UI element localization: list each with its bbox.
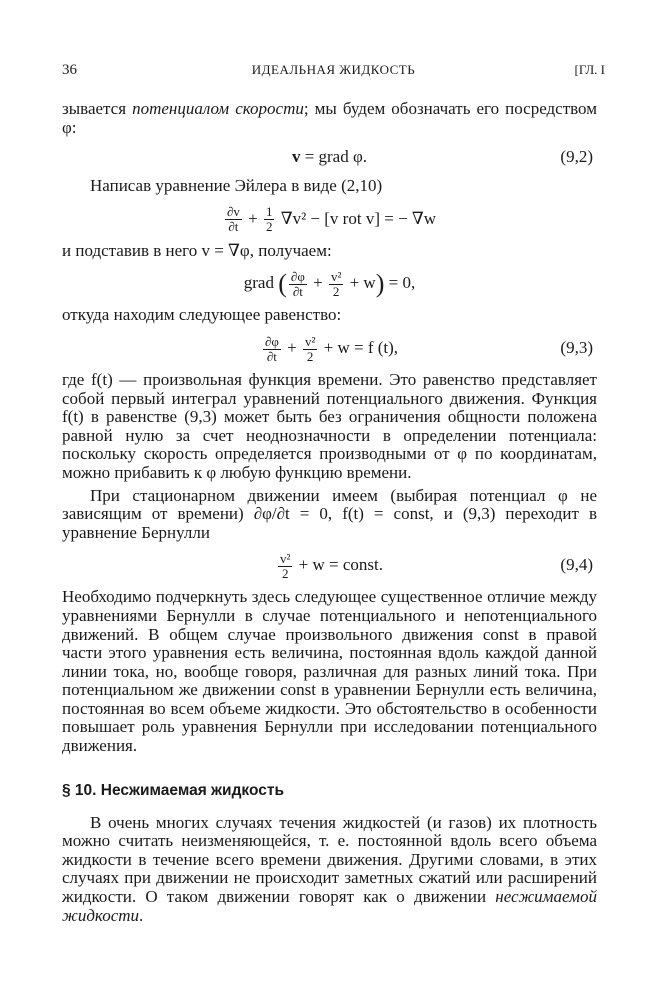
equation-number: (9,3) bbox=[560, 337, 593, 357]
page-body bbox=[62, 100, 597, 925]
running-title: ИДЕАЛЬНАЯ ЖИДКОСТЬ bbox=[251, 62, 416, 77]
paragraph: где f(t) — произвольная функция времени. Это равенство представляет собой первый интеграл уравнений потенциального движения. Функция f(t) в равенстве (9,3) может быть без ограничения общности положена равной нулю за счет неоднозначности в определении потенциала: поскольку скорость определяется производными от φ по координатам, можно прибавить к φ любую функцию времени. bbox=[62, 369, 597, 482]
equation-9-3: $\frac{\partial\varphi}{\partial t}$ + $\frac{\text{v²}}{2}$ + w = f (t), (9,3) bbox=[62, 325, 597, 371]
equation-9-2: v = grad φ. (9,2) bbox=[62, 137, 597, 177]
term-velocity-potential: потенциалом скорости bbox=[132, 99, 304, 118]
paragraph: зывается потенциалом скорости; мы будем обозначать его посредством φ: bbox=[62, 99, 597, 137]
paragraph: и подставив в него v = ∇φ, получаем: bbox=[62, 240, 332, 260]
page-header bbox=[62, 62, 605, 86]
paragraph: При стационарном движении имеем (выбирая потенциал φ не зависящим от времени) ∂φ/∂t = 0, f(t) = const, и (9,3) переходит в уравнение Бернулли bbox=[62, 485, 597, 542]
equation-9-4: $\frac{\text{v²}}{2}$ + w = const. (9,4) bbox=[62, 542, 597, 588]
term-incompressible-fluid: несжимаемой жидкости bbox=[62, 887, 597, 925]
paragraph: откуда находим следующее равенство: bbox=[62, 305, 342, 325]
equation-number: (9,4) bbox=[560, 555, 593, 575]
paragraph: Необходимо подчеркнуть здесь следующее существенное отличие между уравнениями Бернулли в случае потенциального и непотенциального движений. В общем случае произвольного движения const в правой части этого уравнения есть величина, постоянная вдоль каждой данной линии тока, но, вообще говоря, различная для разных линий тока. При потенциальном же движении const в уравнении Бернулли есть величина, постоянная во всем объеме жидкости. Это обстоятельство в особенности повышает роль уравнения Бернулли при исследовании потенциального движения. bbox=[62, 587, 597, 756]
equation-euler: $\frac{\partial v}{\partial t}$ + $\frac{1}{2}$ ∇v² − [v rot v] = − ∇w bbox=[226, 204, 437, 235]
equation-grad: grad ( $\frac{\partial\varphi}{\partial t}$ + $\frac{\text{v²}}{2}$ + w) = 0, bbox=[243, 268, 416, 299]
paragraph: Написав уравнение Эйлера в виде (2,10) bbox=[90, 176, 383, 196]
page-number: 36 bbox=[62, 62, 77, 78]
chapter-label: [ГЛ. I bbox=[574, 62, 605, 77]
paragraph: В очень многих случаях течения жидкостей (и газов) их плотность можно считать неизменяющейся, т. е. постоянной вдоль всего объема жидкости в течение всего времени движения. Другими словами, в этих случаях при движении не происходит заметных сжатий или расширений жидкости. О таком движении говорят как о движении несжимаемой жидкости. bbox=[62, 812, 597, 925]
equation-number: (9,2) bbox=[560, 147, 593, 167]
section-heading: § 10. Несжимаемая жидкость bbox=[62, 781, 284, 799]
